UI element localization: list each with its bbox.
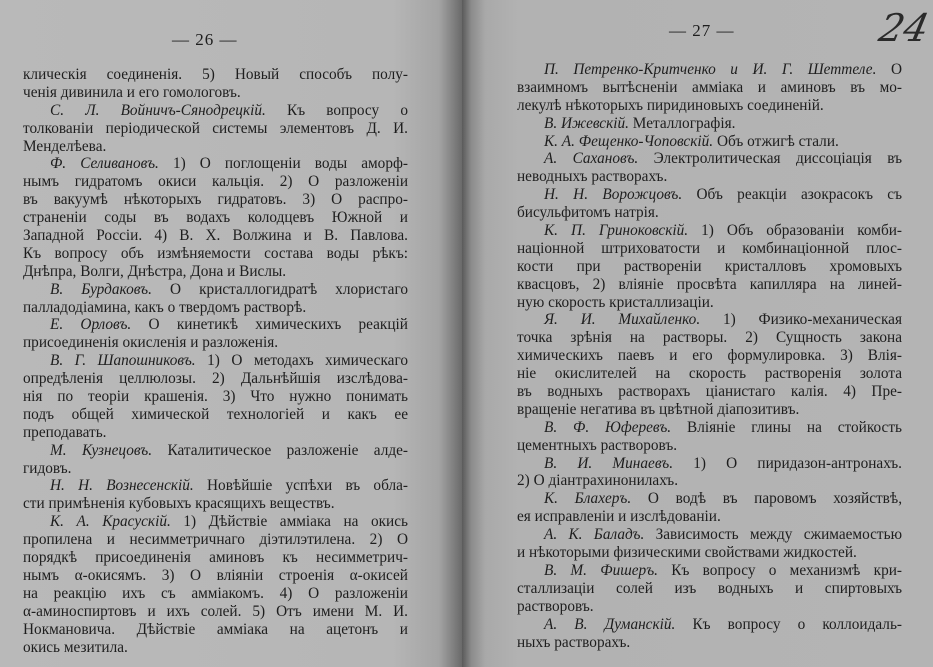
text-line xyxy=(517,294,902,312)
text-line xyxy=(517,634,902,652)
entry-text: сти примѣненія кубовыхъ красящихъ веществъ. xyxy=(23,495,335,513)
page-number: — 27 — xyxy=(669,21,735,40)
text-line xyxy=(23,388,408,406)
entry-text: Зависимость между сжимаемостью xyxy=(655,526,903,544)
entry-text: 1) О поглощеніи воды аморф- xyxy=(172,155,408,173)
entry-text: и нѣкоторыми физическими свойствами жидкостей. xyxy=(517,544,857,562)
entry-text: Каталитическое разложеніе алде- xyxy=(167,441,408,459)
bibliography-entry xyxy=(517,419,902,455)
entry-text: гидовъ. xyxy=(23,459,72,477)
text-line xyxy=(517,562,902,580)
author-name: А. Сахановъ. xyxy=(544,150,639,168)
text-line xyxy=(517,258,902,276)
entry-text: квасцовъ, 2) вліяніе просвѣта капилляра на линей- xyxy=(517,275,902,293)
text-line xyxy=(517,276,902,294)
bibliography-entry xyxy=(517,616,902,652)
page-body xyxy=(23,66,408,656)
text-line xyxy=(23,567,408,585)
bibliography-entry xyxy=(23,352,408,441)
text-line xyxy=(517,97,902,115)
entry-text: Вліяніе глины на стойкость xyxy=(687,418,903,436)
entry-text: 1) О методахъ химическаго xyxy=(207,352,408,370)
bibliography-entry xyxy=(517,562,902,616)
bibliography-entry xyxy=(23,155,408,280)
right-page xyxy=(462,0,933,667)
author-name: В. Бурдаковъ. xyxy=(50,280,152,298)
text-line xyxy=(23,155,408,173)
text-line xyxy=(23,138,408,156)
author-name: В. М. Фишеръ. xyxy=(544,561,658,579)
author-name: Я. И. Михайленко. xyxy=(544,311,701,329)
text-line xyxy=(517,186,902,204)
entry-text: О кинетикѣ химическихъ реакцій xyxy=(148,316,408,334)
text-line xyxy=(517,79,902,97)
text-line xyxy=(23,424,408,442)
author-name: С. Л. Войничъ-Сянодрецкій. xyxy=(50,101,266,119)
author-name: Н. Н. Ворожцовъ. xyxy=(544,186,683,204)
author-name: К. Блахеръ. xyxy=(544,490,632,508)
entry-text: клическія соединенія. 5) Новый способъ полу- xyxy=(23,66,408,83)
entry-text: Западной Россіи. 4) В. Х. Волжина и В. Павлова. xyxy=(23,227,408,245)
text-line xyxy=(517,329,902,347)
entry-text: кости при раствореніи кристалловъ хромовыхъ xyxy=(517,257,902,275)
text-line xyxy=(517,347,902,365)
text-line xyxy=(517,240,902,258)
entry-text: Къ вопросу о xyxy=(287,101,408,119)
bibliography-entry xyxy=(517,455,902,491)
text-line xyxy=(517,580,902,598)
text-line xyxy=(23,531,408,549)
bibliography-entry xyxy=(517,186,902,222)
entry-text: Объ реакціи азокрасокъ съ xyxy=(696,186,902,204)
text-line xyxy=(23,639,408,657)
entry-text: 1) О пиридазон-антронахъ. xyxy=(693,454,902,472)
author-name: В. Ижевскій. xyxy=(544,114,629,132)
entry-text: страненіи соды въ водахъ колодцевъ Южной и xyxy=(23,209,408,227)
bibliography-entry xyxy=(23,66,408,102)
entry-text: на реакцію ихъ съ амміакомъ. 4) О разложеніи xyxy=(23,584,408,602)
author-name: Ф. Селивановъ. xyxy=(50,155,159,173)
entry-text: Менделѣева. xyxy=(23,137,107,155)
text-line xyxy=(23,66,408,84)
text-line xyxy=(517,222,902,240)
author-name: А. К. Баладъ. xyxy=(544,526,645,544)
entry-text: толкованіи періодической системы элементовъ Д. И. xyxy=(23,119,408,137)
entry-text: α-аминоспиртовъ и ихъ солей. 5) Отъ имени М. И. xyxy=(23,602,408,620)
entry-text: присоединенія окисленія и разложенія. xyxy=(23,334,279,352)
text-line xyxy=(23,352,408,370)
text-line xyxy=(23,495,408,513)
entry-text: ніе окислителей на скорость растворенія золота xyxy=(517,365,902,383)
entry-text: опредѣленія целлюлозы. 2) Дальнѣйшія изслѣдова- xyxy=(23,370,408,388)
entry-text: 1) Объ образованіи комби- xyxy=(701,222,903,240)
entry-text: въ вакуумѣ нѣкоторыхъ гидратовъ. 3) О распро- xyxy=(23,191,408,209)
text-line xyxy=(517,61,902,79)
entry-text: лекулѣ нѣкоторыхъ пиридиновыхъ соединеній. xyxy=(517,96,824,114)
author-name: А. В. Думанскій. xyxy=(544,615,676,633)
bibliography-entry xyxy=(517,115,902,133)
text-line xyxy=(23,370,408,388)
author-name: В. И. Минаевъ. xyxy=(544,454,674,472)
entry-text: палладодіамина, какъ о твердомъ растворѣ. xyxy=(23,298,307,316)
entry-text: ея исправленіи и изслѣдованіи. xyxy=(517,508,721,526)
entry-text: 1) Дѣйствіе амміака на окись xyxy=(183,513,409,531)
author-name: К. П. Гриноковскій. xyxy=(544,222,689,240)
bibliography-entry xyxy=(23,513,408,656)
entry-text: точка зрѣнія на растворы. 2) Сущность закона xyxy=(517,329,902,347)
entry-text: О водѣ въ паровомъ хозяйствѣ, xyxy=(647,490,903,508)
text-line xyxy=(517,490,902,508)
text-line xyxy=(23,299,408,317)
entry-text: Нокмановича. Дѣйствіе амміака на ацетонъ и xyxy=(23,620,408,638)
bibliography-entry xyxy=(23,102,408,156)
entry-text: въ водныхъ растворахъ ціанистаго калія. 4) Пре- xyxy=(517,383,902,401)
entry-text: нымъ гидратомъ окиси кальція. 2) О разложеніи xyxy=(23,173,408,191)
text-line xyxy=(517,150,902,168)
author-name: П. Петренко-Критченко и И. Г. Шеттеле. xyxy=(544,61,877,78)
entry-text: нія по теоріи крашенія. 3) Что нужно понимать xyxy=(23,388,408,406)
entry-text: химическихъ паевъ и его формулировка. 3) Влія- xyxy=(517,347,902,365)
entry-text: націонной штриховатости и комбинаціонной плос- xyxy=(517,239,902,257)
text-line xyxy=(517,401,902,419)
text-line xyxy=(517,133,902,151)
text-line xyxy=(517,437,902,455)
entry-text: взаимномъ вытѣсненіи амміака и аминовъ въ мо- xyxy=(517,78,902,96)
text-line xyxy=(23,209,408,227)
entry-text: вращеніе негатива въ цвѣтной діапозитивъ. xyxy=(517,400,800,418)
text-line xyxy=(517,455,902,473)
entry-text: О xyxy=(890,61,902,78)
text-line xyxy=(23,102,408,120)
bibliography-entry xyxy=(517,490,902,526)
text-line xyxy=(23,120,408,138)
text-line xyxy=(23,245,408,263)
entry-text: преподавать. xyxy=(23,423,107,441)
entry-text: порядкѣ присоединенія аминовъ къ несимметрич- xyxy=(23,549,408,567)
text-line xyxy=(517,115,902,133)
entry-text: Металлографія. xyxy=(632,114,736,132)
entry-text: Днѣпра, Волги, Днѣстра, Дона и Вислы. xyxy=(23,262,287,280)
text-line xyxy=(23,173,408,191)
page-number: — 26 — xyxy=(172,30,238,49)
entry-text: ныхъ растворахъ. xyxy=(517,633,631,651)
entry-text: неводныхъ растворахъ. xyxy=(517,168,668,186)
text-line xyxy=(517,598,902,616)
bibliography-entry xyxy=(517,133,902,151)
entry-text: Къ вопросу о коллоидаль- xyxy=(692,615,903,633)
bibliography-entry xyxy=(23,477,408,513)
author-name: К. А. Красускій. xyxy=(50,513,171,531)
bibliography-entry xyxy=(23,316,408,352)
page-body xyxy=(517,61,902,651)
entry-text: Электролитическая диссоціація въ xyxy=(653,150,903,168)
entry-text: ную скорость кристаллизаціи. xyxy=(517,293,714,311)
text-line xyxy=(23,316,408,334)
entry-text: 2) О діантрахинонилахъ. xyxy=(517,472,679,490)
text-line xyxy=(517,526,902,544)
bibliography-entry xyxy=(517,222,902,311)
bibliography-entry xyxy=(517,526,902,562)
author-name: В. Ф. Юферевъ. xyxy=(544,418,672,436)
text-line xyxy=(23,477,408,495)
author-name: К. А. Фещенко-Чоповскій. xyxy=(544,132,714,150)
text-line xyxy=(23,621,408,639)
entry-text: Къ вопросу о механизмѣ кри- xyxy=(671,561,902,579)
text-line xyxy=(23,334,408,352)
text-line xyxy=(517,365,902,383)
author-name: В. Г. Шапошниковъ. xyxy=(50,352,196,370)
entry-text: сталлизаціи солей изъ водныхъ и спиртовыхъ xyxy=(517,579,902,597)
text-line xyxy=(23,281,408,299)
text-line xyxy=(517,383,902,401)
bibliography-entry xyxy=(23,442,408,478)
entry-text: пропилена и несимметричнаго діэтилэтилена. 2) О xyxy=(23,531,408,549)
handwritten-page-number: 24 xyxy=(875,6,933,50)
text-line xyxy=(23,603,408,621)
text-line xyxy=(517,616,902,634)
author-name: Е. Орловъ. xyxy=(50,316,132,334)
left-page xyxy=(0,0,462,667)
text-line xyxy=(23,585,408,603)
entry-text: подъ общей химической технологіей и какъ ее xyxy=(23,405,408,423)
entry-text: бисульфитомъ натрія. xyxy=(517,204,659,222)
entry-text: цементныхъ растворовъ. xyxy=(517,436,678,454)
text-line xyxy=(23,549,408,567)
author-name: Н. Н. Вознесенскій. xyxy=(50,477,194,495)
entry-text: Объ отжигѣ стали. xyxy=(716,132,839,150)
text-line xyxy=(23,227,408,245)
text-line xyxy=(23,442,408,460)
text-line xyxy=(517,419,902,437)
text-line xyxy=(517,472,902,490)
text-line xyxy=(517,508,902,526)
text-line xyxy=(23,263,408,281)
author-name: М. Кузнецовъ. xyxy=(50,441,153,459)
text-line xyxy=(517,204,902,222)
text-line xyxy=(23,84,408,102)
entry-text: нымъ α-окисямъ. 3) О вліяніи строенія α-окисей xyxy=(23,566,408,584)
entry-text: О кристаллогидратѣ хлористаго xyxy=(170,280,408,298)
text-line xyxy=(517,311,902,329)
bibliography-entry xyxy=(517,311,902,418)
entry-text: 1) Физико-механическая xyxy=(722,311,902,329)
text-line xyxy=(23,460,408,478)
text-line xyxy=(517,544,902,562)
entry-text: растворовъ. xyxy=(517,597,594,615)
bibliography-entry xyxy=(517,150,902,186)
text-line xyxy=(23,406,408,424)
entry-text: Новѣйшіе успѣхи въ обла- xyxy=(207,477,408,495)
bibliography-entry xyxy=(23,281,408,317)
entry-text: окись мезитила. xyxy=(23,638,128,656)
text-line xyxy=(23,191,408,209)
bibliography-entry xyxy=(517,61,902,115)
entry-text: Къ вопросу объ измѣняемости состава воды рѣкъ: xyxy=(23,244,408,262)
text-line xyxy=(517,168,902,186)
text-line xyxy=(23,513,408,531)
entry-text: ченія дивинила и его гомологовъ. xyxy=(23,83,241,101)
